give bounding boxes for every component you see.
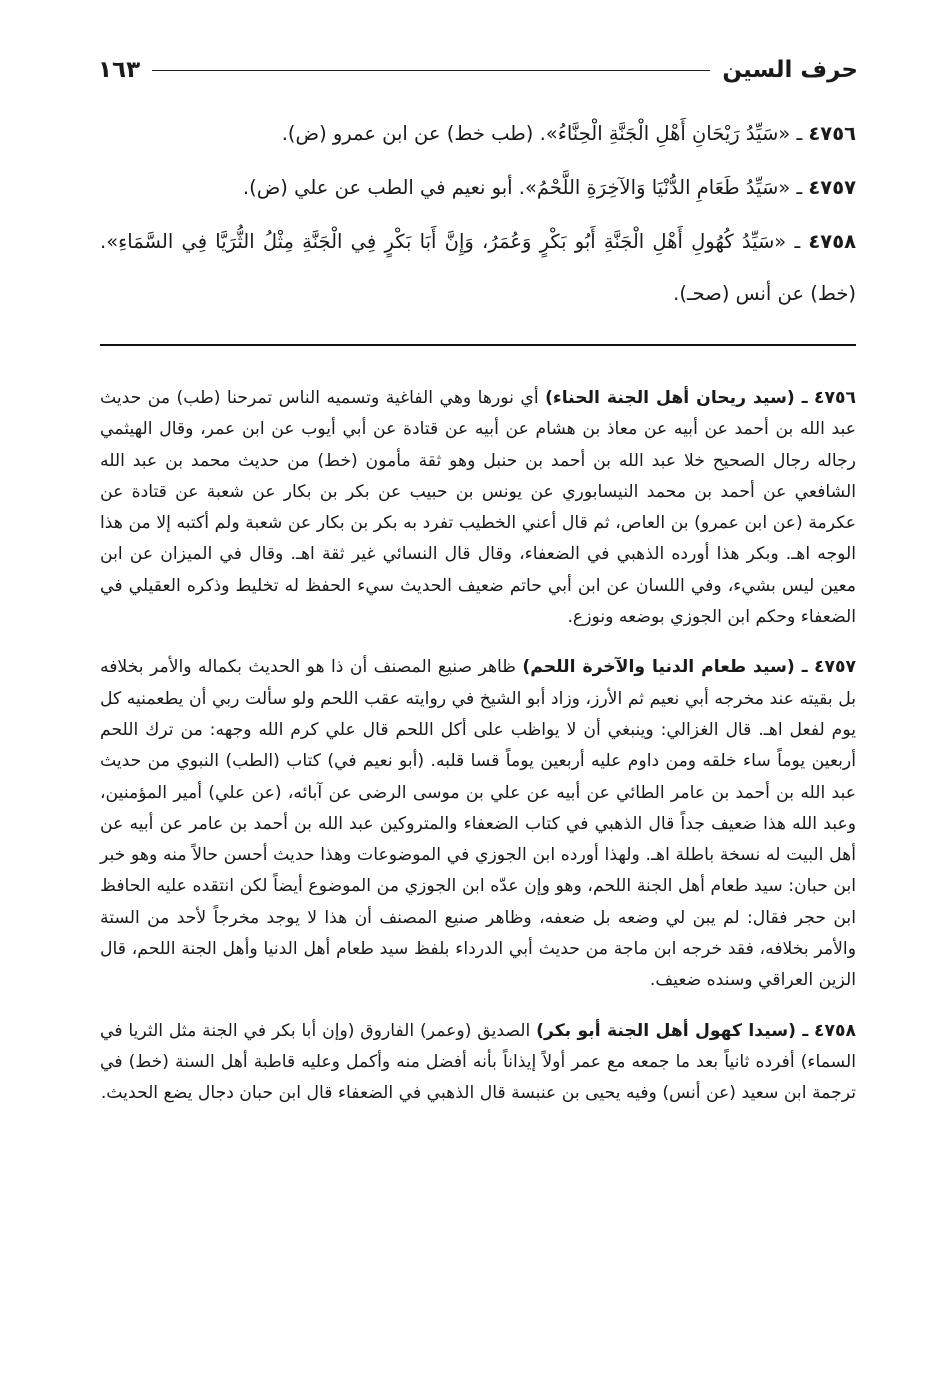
hadith-number: ٤٧٥٧: [808, 176, 856, 199]
commentary-number: ٤٧٥٦: [814, 388, 857, 408]
section-divider: [100, 344, 856, 346]
hadith-text-section: [100, 108, 856, 322]
commentary-text: ظاهر صنيع المصنف أن ذا هو الحديث بكماله والأمر بخلافه بل بقيته عند مخرجه أبي نعيم ثم الأرز، وزاد أبو الشيخ في روايته عقب اللحم ولو سألت ربي أن يطعمنيه كل يوم لفعل اهـ. قال الغزالي: وينبغي أن لا يواظب على أكل اللحم قال علي كرم الله وجهه: من ترك اللحم أربعين يوماً ساء خلقه ومن داوم عليه أربعين يوماً قسا قلبه. (أبو نعيم في) كتاب (الطب) النبوي من حديث عبد الله بن أحمد بن عامر الطائي عن أبيه عن علي بن موسى الرضى عن آبائه، (عن علي) أمير المؤمنين، وعبد الله هذا ضعيف جداً قال الذهبي في كتاب الضعفاء والمتروكين عبد الله بن أحمد بن عامر عن أبيه عن أهل البيت له نسخة باطلة اهـ. ولهذا أورده ابن الجوزي في الموضوعات وهذا حديث أحسن حالاً منه وهو خبر ابن حبان: سيد طعام أهل الجنة اللحم، وهو وإن عدّه ابن الجوزي من الموضوع أيضاً لكن انتقده عليه الحافظ ابن حجر فقال: لم يبن لي وضعه بل ضعفه، وظاهر صنيع المصنف أن هذا لا يوجد مخرجاً لأحد من الستة والأمر بخلافه، فقد خرجه ابن ماجة من حديث أبي الدرداء بلفظ سيد طعام أهل الدنيا وأهل الجنة اللحم، قال الزين العراقي وسنده ضعيف.: [100, 657, 856, 991]
commentary-lemma: ـ (سيدا كهول أهل الجنة أبو بكر): [536, 1020, 809, 1041]
commentary-lemma: ـ (سيد ريحان أهل الجنة الحناء): [545, 388, 808, 408]
commentary-entry: [100, 383, 856, 633]
hadith-text: ـ «سَيِّدُ طَعَامِ الدُّنْيَا وَالآخِرَةِ اللَّحْمُ». أبو نعيم في الطب عن علي (ض).: [242, 176, 803, 199]
commentary-entry: [100, 652, 856, 996]
commentary-section: [100, 383, 856, 1129]
commentary-entry: [100, 1016, 856, 1110]
hadith-number: ٤٧٥٨: [808, 230, 856, 253]
commentary-text: الصديق (وعمر) الفاروق (وإن أبا بكر في الجنة مثل الثريا في السماء) أفرده ثانياً بعد ما جمعه مع عمر أولاً إيذاناً بأنه أفضل منه وأكمل وعليه قاطبة أهل السنة (خط) في ترجمة ابن سعيد (عن أنس) وفيه يحيى بن عنبسة قال الذهبي في الضعفاء قال ابن حبان دجال يضع الحديث.: [100, 1020, 856, 1104]
page-number: ١٦٣: [98, 57, 141, 83]
hadith-number: ٤٧٥٦: [808, 122, 856, 145]
hadith-text: ـ «سَيِّدُ رَيْحَانِ أَهْلِ الْجَنَّةِ الْحِنَّاءُ». (طب خط) عن ابن عمرو (ض).: [281, 122, 803, 145]
commentary-text: أي نورها وهي الفاغية وتسميه الناس تمرحنا (طب) من حديث عبد الله بن أحمد عن أبيه عن معاذ بن هشام عن أبيه عن قتادة عن أبي أيوب عن ابن عمر، وقال الهيثمي رجاله رجال الصحيح خلا عبد الله بن أحمد بن حنبل وهو ثقة مأمون (خط) من حديث محمد بن عبد الله الشافعي عن أحمد بن محمد النيسابوري عن يونس بن حبيب عن بكر بن بكار عن شعبة عن قتادة عن عكرمة (عن ابن عمرو) بن العاص، ثم قال أعني الخطيب تفرد به بكر بن بكار عن شعبة ولم أكتبه إلا من هذا الوجه اهـ. وبكر هذا أورده الذهبي في الضعفاء، وقال قال النسائي غير ثقة اهـ. وقال في الميزان عن ابن معين ليس بشيء، وفي اللسان عن ابن أبي حاتم ضعيف الحديث سيء الحفظ له تخليط وذكره العقيلي في الضعفاء وحكم ابن الجوزي بوضعه ونوزع.: [100, 388, 856, 628]
chapter-title: حرف السين: [722, 57, 858, 83]
commentary-number: ٤٧٥٧: [814, 657, 857, 678]
hadith-entry: [100, 108, 856, 160]
header-rule: [152, 70, 710, 71]
hadith-entry: [100, 162, 856, 214]
hadith-entry: [100, 216, 856, 320]
commentary-lemma: ـ (سيد طعام الدنيا والآخرة اللحم): [522, 657, 808, 678]
commentary-number: ٤٧٥٨: [814, 1020, 857, 1041]
running-header: [98, 50, 858, 90]
hadith-text: ـ «سَيِّدُ كُهُولِ أَهْلِ الْجَنَّةِ أَبُو بَكْرٍ وَعُمَرُ، وَإِنَّ أَبَا بَكْرٍ فِي الْجَنَّةِ مِثْلُ الثُّرَيَّا فِي السَّمَاءِ». (خط) عن أنس (صحـ).: [100, 230, 856, 305]
